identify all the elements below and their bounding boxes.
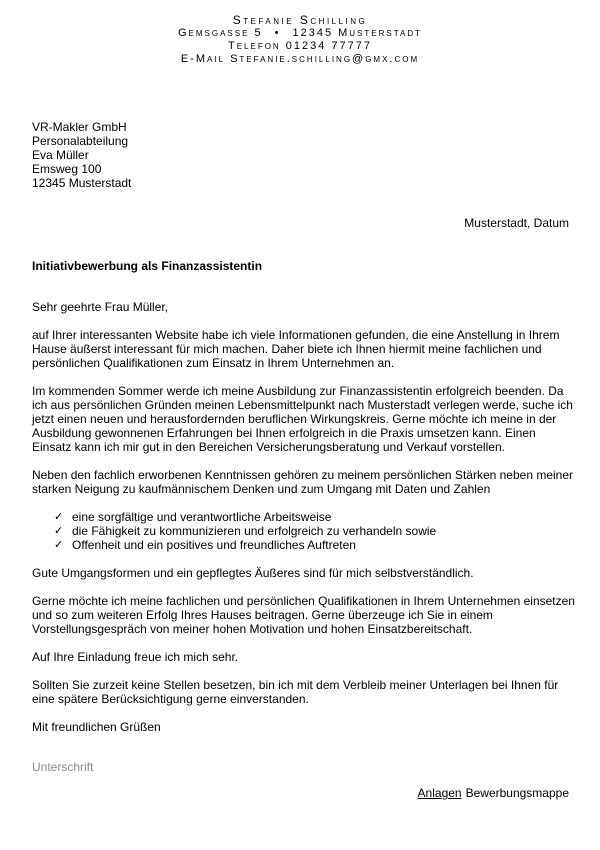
paragraph: Gute Umgangsformen und ein gepflegtes Äußeres sind für mich selbstverständlich. bbox=[32, 566, 474, 580]
sender-phone: Telefon 01234 77777 bbox=[227, 40, 373, 52]
check-icon: ✓ bbox=[54, 539, 64, 551]
subject-line: Initiativbewerbung als Finanzassistentin bbox=[32, 259, 263, 273]
sender-email: E-Mail Stefanie.schilling@gmx.com bbox=[180, 53, 420, 65]
recipient-line: 12345 Musterstadt bbox=[32, 176, 132, 190]
recipient-line: Eva Müller bbox=[32, 148, 89, 162]
paragraph: Neben den fachlich erworbenen Kenntnissen gehören zu meinem persönlichen Stärken neben meiner starken Neigung zu kaufmännischem Denken und zum Umgang mit Daten und Zahlen bbox=[32, 468, 574, 496]
recipient-line: Emsweg 100 bbox=[32, 162, 102, 176]
check-icon: ✓ bbox=[54, 525, 64, 537]
list-item-text: die Fähigkeit zu kommunizieren und erfolgreich zu verhandeln sowie bbox=[72, 524, 437, 538]
paragraph: Gerne möchte ich meine fachlichen und persönlichen Qualifikationen in Ihrem Unternehmen einsetzen und so zum weiteren Erfolg Ihres Hauses beitragen. Gerne überzeuge ich Sie in einem Vorstellungsgespräch von meiner hohen Motivation und hohen Einsatzbereitschaft. bbox=[32, 594, 575, 636]
paragraph: Auf Ihre Einladung freue ich mich sehr. bbox=[32, 650, 239, 664]
paragraph: auf Ihrer interessanten Website habe ich viele Informationen gefunden, die eine Anstellung in Ihrem Hause äußerst interessant für mich machen. Daher biete ich Ihnen hiermit meine fachlichen und persönlichen Qualifikationen zum Einsatz in Ihrem Unternehmen an. bbox=[32, 328, 560, 370]
closing: Mit freundlichen Grüßen bbox=[32, 720, 161, 734]
paragraph: Sollten Sie zurzeit keine Stellen besetzen, bin ich mit dem Verbleib meiner Unterlagen bei Ihnen für eine spätere Berücksichtigung gerne einverstanden. bbox=[32, 678, 559, 706]
attachments-label: Anlagen bbox=[417, 786, 462, 800]
attachments-value: Bewerbungsmappe bbox=[465, 786, 569, 800]
list-item bbox=[32, 538, 577, 552]
salutation: Sehr geehrte Frau Müller, bbox=[32, 300, 169, 314]
recipient-line: VR-Makler GmbH bbox=[32, 120, 127, 134]
list-item bbox=[32, 524, 577, 538]
recipient-line: Personalabteilung bbox=[32, 134, 129, 148]
sender-street: Gemsgasse 5 bbox=[177, 27, 263, 39]
sender-city: 12345 Musterstadt bbox=[292, 27, 423, 39]
letter-body bbox=[32, 300, 577, 734]
place-date: Musterstadt, Datum bbox=[464, 216, 569, 230]
strengths-list bbox=[32, 510, 577, 552]
paragraph: Im kommenden Sommer werde ich meine Ausbildung zur Finanzassistentin erfolgreich beenden. Da ich aus persönlichen Gründen meinen Lebensmittelpunkt nach Musterstadt verlegen werde, suche ich jetzt einen neuen und herausfordernden beruflichen Wirkungskreis. Gerne möchte ich meine in der Ausbildung gewonnenen Erfahrungen bei Ihnen erfolgreich in die Praxis umsetzen kann. Einen Einsatz kann ich mir gut in den Bereichen Versicherungsberatung und Verkauf vorstellen. bbox=[32, 384, 573, 454]
check-icon: ✓ bbox=[54, 511, 64, 523]
list-item-text: Offenheit und ein positives und freundliches Auftreten bbox=[72, 538, 356, 552]
sender-name: Stefanie Schilling bbox=[232, 13, 368, 27]
bullet-separator: • bbox=[274, 27, 281, 39]
list-item-text: eine sorgfältige und verantwortliche Arbeitsweise bbox=[72, 510, 332, 524]
recipient-address bbox=[32, 120, 131, 190]
sender-address bbox=[0, 27, 600, 40]
letterhead bbox=[0, 14, 600, 66]
signature-placeholder: Unterschrift bbox=[32, 760, 94, 774]
list-item bbox=[32, 510, 577, 524]
attachments bbox=[418, 786, 569, 800]
